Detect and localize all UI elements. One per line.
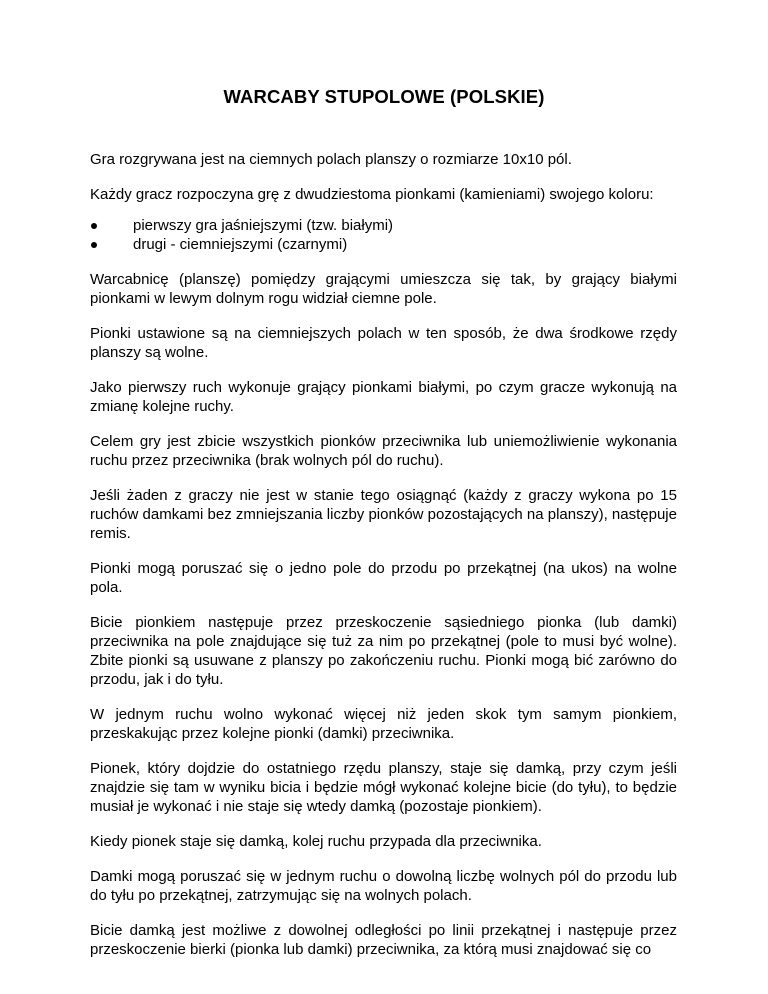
paragraph-king-movement: Damki mogą poruszać się w jednym ruchu o dowolną liczbę wolnych pól do przodu lub do tyłu po przekątnej, zatrzymując się na wolnych polach. — [90, 868, 677, 904]
bullet-icon — [91, 223, 97, 229]
list-item — [90, 235, 677, 254]
paragraph-board-orientation: Warcabnicę (planszę) pomiędzy grającymi umieszcza się tak, by grający białymi pionkami w lewym dolnym rogu widział ciemne pole. — [90, 271, 677, 307]
bullet-icon — [91, 242, 97, 248]
list-item — [90, 216, 677, 235]
paragraph-movement: Pionki mogą poruszać się o jedno pole do przodu po przekątnej (na ukos) na wolne pola. — [90, 560, 677, 596]
paragraph-promotion: Pionek, który dojdzie do ostatniego rzędu planszy, staje się damką, przy czym jeśli znajdzie się tam w wyniku bicia i będzie mógł wykonać kolejne bicie (do tyłu), to będzie musiał je wykonać i nie staje się wtedy damką (pozostaje pionkiem). — [90, 760, 677, 815]
players-list — [90, 216, 677, 254]
paragraph-capture: Bicie pionkiem następuje przez przeskoczenie sąsiedniego pionka (lub damki) przeciwnika na pole znajdujące się tuż za nim po przekątnej (pole to musi być wolne). Zbite pionki są usuwane z planszy po zakończeniu ruchu. Pionki mogą bić zarówno do przodu, jak i do tyłu. — [90, 614, 677, 688]
document-body — [90, 150, 677, 975]
paragraph-multi-jump: W jednym ruchu wolno wykonać więcej niż jeden skok tym samym pionkiem, przeskakując przez kolejne pionki (damki) przeciwnika. — [90, 706, 677, 742]
paragraph-pieces: Każdy gracz rozpoczyna grę z dwudziestoma pionkami (kamieniami) swojego koloru: — [90, 186, 654, 203]
paragraph-king-capture: Bicie damką jest możliwe z dowolnej odległości po linii przekątnej i następuje przez przeskoczenie bierki (pionka lub damki) przeciwnika, za którą musi znajdować się co — [90, 922, 677, 958]
paragraph-setup: Pionki ustawione są na ciemniejszych polach w ten sposób, że dwa środkowe rzędy planszy są wolne. — [90, 325, 677, 361]
document-title: WARCABY STUPOLOWE (POLSKIE) — [223, 86, 545, 107]
list-item-text: pierwszy gra jaśniejszymi (tzw. białymi) — [133, 217, 394, 234]
list-item-text: drugi - ciemniejszymi (czarnymi) — [133, 236, 348, 253]
paragraph-draw: Jeśli żaden z graczy nie jest w stanie tego osiągnąć (każdy z graczy wykona po 15 ruchów damkami bez zmniejszania liczby pionków pozostających na planszy), następuje remis. — [90, 487, 677, 542]
paragraph-promotion-turn: Kiedy pionek staje się damką, kolej ruchu przypada dla przeciwnika. — [90, 833, 542, 850]
paragraph-board: Gra rozgrywana jest na ciemnych polach planszy o rozmiarze 10x10 pól. — [90, 151, 572, 168]
paragraph-first-move: Jako pierwszy ruch wykonuje grający pionkami białymi, po czym gracze wykonują na zmianę kolejne ruchy. — [90, 379, 677, 415]
paragraph-goal: Celem gry jest zbicie wszystkich pionków przeciwnika lub uniemożliwienie wykonania ruchu przez przeciwnika (brak wolnych pól do ruchu). — [90, 433, 677, 469]
